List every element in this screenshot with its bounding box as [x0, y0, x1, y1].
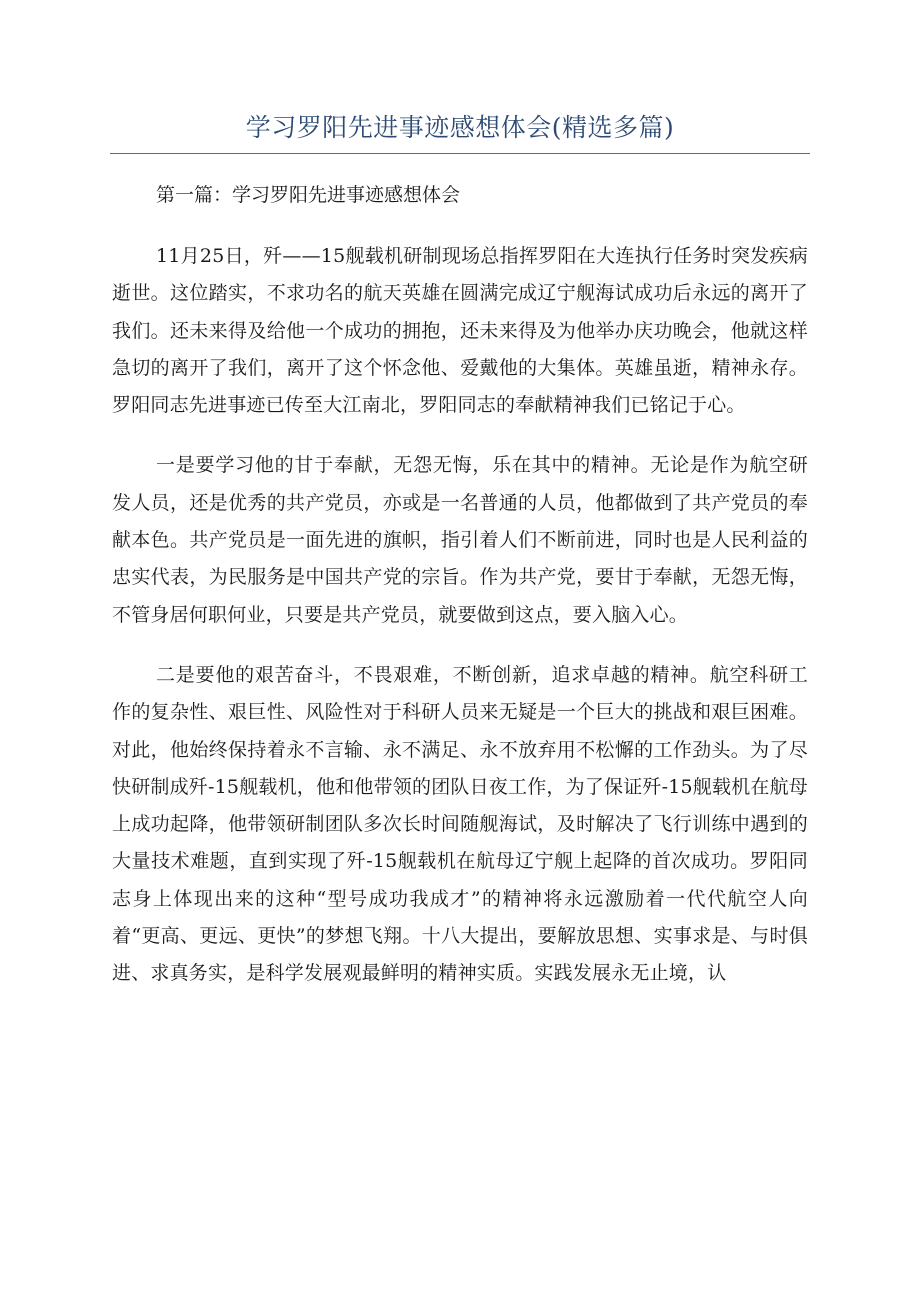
paragraph-1: 11月25日，歼——15舰载机研制现场总指挥罗阳在大连执行任务时突发疾病逝世。这位踏实，不求功名的航天英雄在圆满完成辽宁舰海试成功后永远的离开了我们。还未来得及给他一个成功的拥抱，还未来得及为他举办庆功晚会，他就这样急切的离开了我们，离开了这个怀念他、爱戴他的大集体。英雄虽逝，精神永存。罗阳同志先进事迹已传至大江南北，罗阳同志的奉献精神我们已铭记于心。: [112, 245, 808, 417]
title-underline: [110, 153, 810, 154]
paragraph-3: 二是要他的艰苦奋斗，不畏艰难，不断创新，追求卓越的精神。航空科研工作的复杂性、艰巨性、风险性对于科研人员来无疑是一个巨大的挑战和艰巨困难。对此，他始终保持着永不言输、永不满足、永不放弃用不松懈的工作劲头。为了尽快研制成歼-15舰载机，他和他带领的团队日夜工作，为了保证歼-15舰载机在航母上成功起降，他带领研制团队多次长时间随舰海试，及时解决了飞行训练中遇到的大量技术难题，直到实现了歼-15舰载机在航母辽宁舰上起降的首次成功。罗阳同志身上体现出来的这种“型号成功我成才”的精神将永远激励着一代代航空人向着“更高、更远、更快”的梦想飞翔。十八大提出，要解放思想、实事求是、与时俱进、求真务实，是科学发展观最鲜明的精神实质。实践发展永无止境，认: [112, 663, 808, 985]
paragraph-2: 一是要学习他的甘于奉献，无怨无悔，乐在其中的精神。无论是作为航空研发人员，还是优秀的共产党员，亦或是一名普通的人员，他都做到了共产党员的奉献本色。共产党员是一面先进的旗帜，指引着人们不断前进，同时也是人民利益的忠实代表，为民服务是中国共产党的宗旨。作为共产党，要甘于奉献，无怨无悔，不管身居何职何业，只要是共产党员，就要做到这点，要入脑入心。: [112, 454, 808, 626]
document-title: 学习罗阳先进事迹感想体会(精选多篇): [245, 113, 675, 142]
document-body: [112, 168, 808, 993]
section-heading: 第一篇：学习罗阳先进事迹感想体会: [156, 184, 461, 206]
